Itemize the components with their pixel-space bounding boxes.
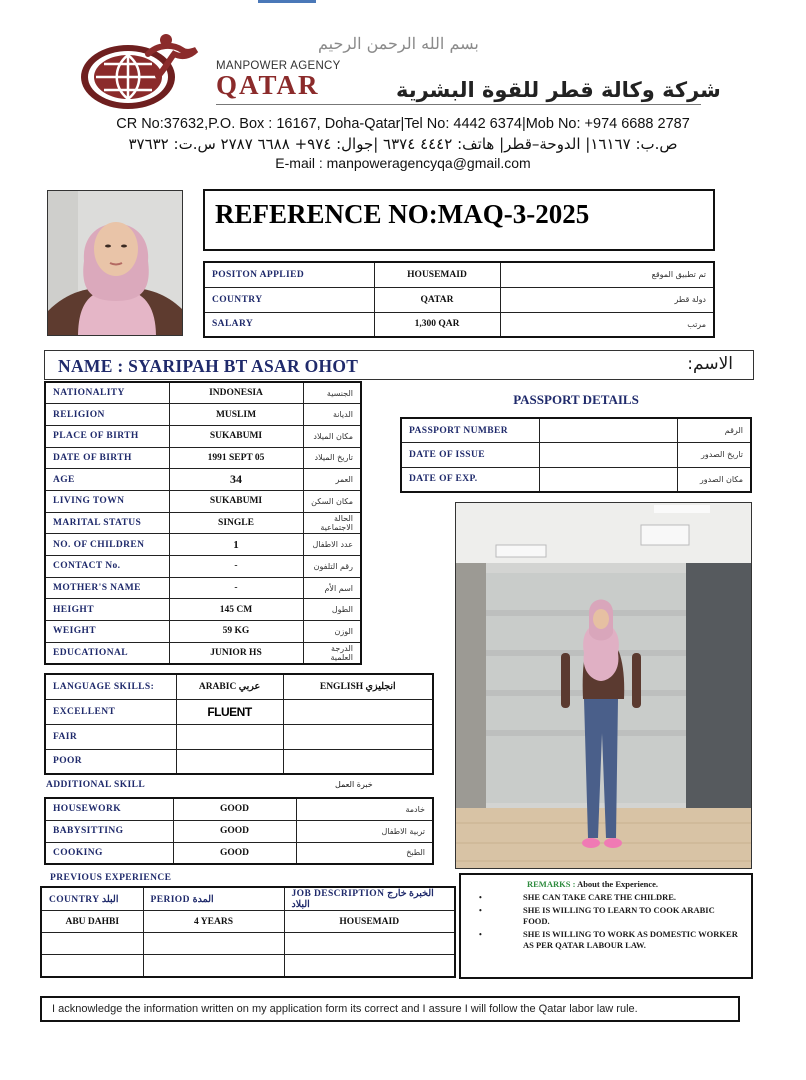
field-value: 1991 SEPT 05: [169, 447, 303, 469]
reference-number: REFERENCE NO:MAQ-3-2025: [215, 199, 590, 229]
bismillah-calligraphy: بسم الله الرحمن الرحيم: [318, 34, 479, 53]
field-arabic: تاريخ الصدور: [677, 443, 751, 468]
language-skills-table: [44, 673, 434, 775]
country-label: COUNTRY: [204, 287, 374, 312]
field-value: 59 KG: [169, 621, 303, 643]
english-proficiency: [283, 699, 433, 724]
contact-email: E-mail : manpoweragencyqa@gmail.com: [275, 155, 531, 171]
table-row: [41, 955, 455, 977]
table-row: [45, 447, 361, 469]
experience-country: ABU DAHBI: [41, 911, 143, 933]
table-row: [45, 382, 361, 404]
language-header-arabic: ARABIC عربي: [176, 674, 283, 699]
field-label: DATE OF ISSUE: [401, 443, 539, 468]
table-row: [41, 933, 455, 955]
skill-label: BABYSITTING: [45, 820, 173, 842]
skill-label: HOUSEWORK: [45, 798, 173, 820]
table-row: [45, 512, 361, 534]
arabic-proficiency: FLUENT: [176, 699, 283, 724]
list-item: • SHE CAN TAKE CARE THE CHILDRE.: [469, 892, 743, 903]
arabic-proficiency: [176, 749, 283, 774]
field-arabic: اسم الأم: [303, 577, 361, 599]
personal-details-table: [44, 381, 362, 665]
table-row: [401, 418, 751, 443]
field-label: HEIGHT: [45, 599, 169, 621]
field-value: 34: [169, 469, 303, 491]
field-label: NATIONALITY: [45, 382, 169, 404]
additional-skill-arabic: خبرة العمل: [335, 780, 373, 789]
field-label: MARITAL STATUS: [45, 512, 169, 534]
table-row: [45, 724, 433, 749]
field-value: 1: [169, 534, 303, 556]
table-row: [45, 577, 361, 599]
salary-label: SALARY: [204, 312, 374, 337]
previous-experience-title: PREVIOUS EXPERIENCE: [50, 873, 172, 883]
skill-arabic: تربية الاطفال: [296, 820, 433, 842]
table-row: [204, 312, 714, 337]
table-row: [45, 749, 433, 774]
field-value: -: [169, 556, 303, 578]
additional-skill-title: ADDITIONAL SKILL: [46, 780, 146, 790]
field-arabic: الطول: [303, 599, 361, 621]
arabic-proficiency: [176, 724, 283, 749]
additional-skills-table: [44, 797, 434, 865]
applicant-name-arabic: الاسم:: [687, 354, 733, 374]
field-arabic: رقم التلفون: [303, 556, 361, 578]
applicant-name: NAME : SYARIPAH BT ASAR OHOT: [58, 356, 359, 376]
skill-arabic: الطبخ: [296, 842, 433, 864]
field-value: INDONESIA: [169, 382, 303, 404]
table-row: [45, 425, 361, 447]
field-value: 145 CM: [169, 599, 303, 621]
field-value: [539, 467, 677, 492]
field-label: MOTHER'S NAME: [45, 577, 169, 599]
experience-period: [143, 955, 284, 977]
proficiency-label: FAIR: [45, 724, 176, 749]
list-item: • SHE IS WILLING TO LEARN TO COOK ARABIC FOOD.: [469, 905, 743, 927]
field-value: MUSLIM: [169, 404, 303, 426]
experience-header: COUNTRY البلد: [41, 887, 143, 911]
country-arabic: دولة قطر: [500, 287, 714, 312]
skill-value: GOOD: [173, 842, 296, 864]
table-row: [45, 599, 361, 621]
agency-name-arabic: شركة وكالة قطر للقوة البشرية: [396, 78, 721, 102]
skill-label: COOKING: [45, 842, 173, 864]
full-body-photo: [455, 502, 752, 869]
experience-period: 4 YEARS: [143, 911, 284, 933]
experience-country: [41, 955, 143, 977]
field-value: JUNIOR HS: [169, 642, 303, 664]
field-value: SINGLE: [169, 512, 303, 534]
table-row: [45, 556, 361, 578]
field-arabic: الوزن: [303, 621, 361, 643]
field-arabic: الحالة الاجتماعية: [303, 512, 361, 534]
salary-arabic: مرتب: [500, 312, 714, 337]
field-label: DATE OF EXP.: [401, 467, 539, 492]
table-row: [401, 443, 751, 468]
field-label: AGE: [45, 469, 169, 491]
header-divider: [216, 104, 701, 105]
field-arabic: الديانة: [303, 404, 361, 426]
passport-details-title: PASSPORT DETAILS: [513, 392, 639, 407]
contact-line-english: CR No:37632,P.O. Box : 16167, Doha-Qatar|Tel No: 4442 6374|Mob No: +974 6688 2787: [116, 116, 690, 132]
field-value: [539, 418, 677, 443]
english-proficiency: [283, 749, 433, 774]
table-row: [45, 642, 361, 664]
table-row: [41, 887, 455, 911]
skill-value: GOOD: [173, 820, 296, 842]
table-row: [45, 621, 361, 643]
field-arabic: العمر: [303, 469, 361, 491]
field-arabic: مكان السكن: [303, 490, 361, 512]
field-arabic: الرقم: [677, 418, 751, 443]
experience-header: PERIOD المدة: [143, 887, 284, 911]
field-arabic: تاريخ الميلاد: [303, 447, 361, 469]
experience-table: [40, 886, 456, 978]
table-row: [204, 262, 714, 287]
position-label: POSITON APPLIED: [204, 262, 374, 287]
table-row: [45, 469, 361, 491]
field-label: LIVING TOWN: [45, 490, 169, 512]
field-label: PLACE OF BIRTH: [45, 425, 169, 447]
field-arabic: مكان الميلاد: [303, 425, 361, 447]
experience-job: [284, 933, 455, 955]
field-label: CONTACT No.: [45, 556, 169, 578]
agency-subtitle: MANPOWER AGENCY: [216, 60, 341, 72]
position-value: HOUSEMAID: [374, 262, 500, 287]
experience-period: [143, 933, 284, 955]
table-row: [204, 287, 714, 312]
field-value: SUKABUMI: [169, 490, 303, 512]
remarks-box: [459, 873, 753, 979]
list-item: • SHE IS WILLING TO WORK AS DOMESTIC WORKER AS PER QATAR LABOUR LAW.: [469, 929, 743, 951]
position-arabic: تم تطبيق الموقع: [500, 262, 714, 287]
acknowledgement-statement: I acknowledge the information written on my application form its correct and I assure I will follow the Qatar labor law rule.: [40, 996, 740, 1022]
country-value: QATAR: [374, 287, 500, 312]
portrait-photo: [47, 190, 183, 336]
field-value: SUKABUMI: [169, 425, 303, 447]
agency-globe-logo: [78, 32, 208, 114]
table-row: [45, 674, 433, 699]
salary-value: 1,300 QAR: [374, 312, 500, 337]
position-table: [203, 261, 715, 338]
field-arabic: عدد الاطفال: [303, 534, 361, 556]
language-header-english: ENGLISH انجليزي: [283, 674, 433, 699]
table-row: [45, 404, 361, 426]
remarks-subtitle: About the Experience.: [577, 879, 659, 889]
remarks-list: [469, 892, 743, 951]
remarks-title: [469, 879, 743, 889]
experience-job: [284, 955, 455, 977]
field-label: DATE OF BIRTH: [45, 447, 169, 469]
proficiency-label: POOR: [45, 749, 176, 774]
passport-table: [400, 417, 752, 493]
contact-line-arabic: ص.ب: ١٦١٦٧| الدوحة–قطر| هاتف: ٤٤٤٢ ٦٣٧٤ |جوال: ٩٧٤+ ٦٦٨٨ ٢٧٨٧ س.ت: ٣٧٦٣٢: [128, 135, 678, 153]
experience-header: JOB DESCRIPTION الخبرة خارج البلاد: [284, 887, 455, 911]
field-label: NO. OF CHILDREN: [45, 534, 169, 556]
table-row: [45, 842, 433, 864]
field-arabic: الجنسية: [303, 382, 361, 404]
table-row: [45, 490, 361, 512]
table-row: [45, 534, 361, 556]
field-value: [539, 443, 677, 468]
proficiency-label: EXCELLENT: [45, 699, 176, 724]
language-header-label: LANGUAGE SKILLS:: [45, 674, 176, 699]
table-row: [401, 467, 751, 492]
field-value: -: [169, 577, 303, 599]
experience-job: HOUSEMAID: [284, 911, 455, 933]
field-arabic: مكان الصدور: [677, 467, 751, 492]
experience-country: [41, 933, 143, 955]
remarks-label: REMARKS :: [527, 879, 576, 889]
english-proficiency: [283, 724, 433, 749]
table-row: [41, 911, 455, 933]
reference-number-box: [203, 189, 715, 251]
field-arabic: الدرجة العلمية: [303, 642, 361, 664]
field-label: PASSPORT NUMBER: [401, 418, 539, 443]
skill-value: GOOD: [173, 798, 296, 820]
field-label: WEIGHT: [45, 621, 169, 643]
table-row: [45, 699, 433, 724]
top-accent-bar: [258, 0, 316, 3]
field-label: RELIGION: [45, 404, 169, 426]
table-row: [45, 798, 433, 820]
skill-arabic: خادمة: [296, 798, 433, 820]
name-bar: [44, 350, 754, 380]
field-label: EDUCATIONAL: [45, 642, 169, 664]
agency-name: QATAR: [216, 70, 320, 100]
table-row: [45, 820, 433, 842]
